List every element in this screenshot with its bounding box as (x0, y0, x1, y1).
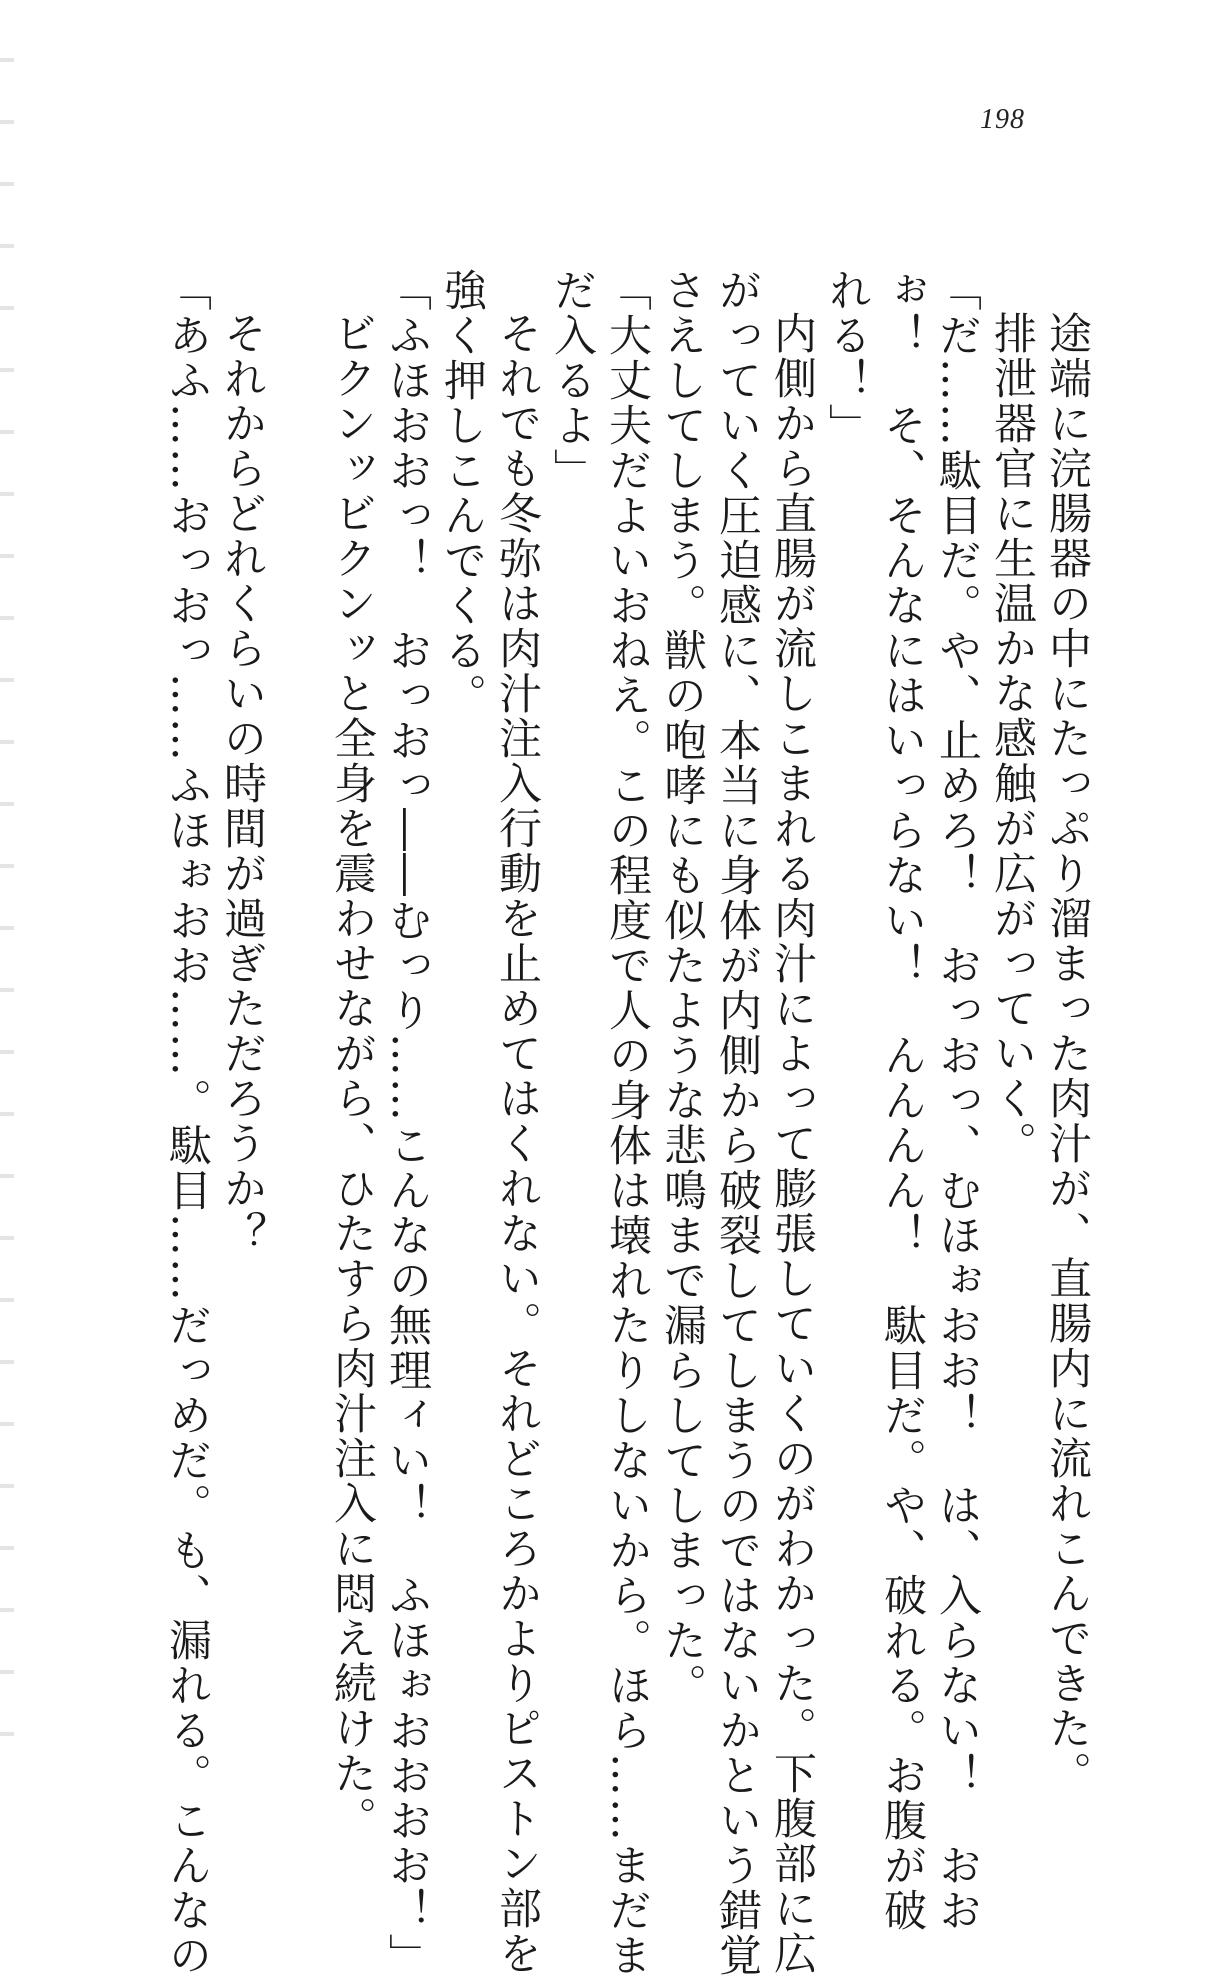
text-line: ビクンッビクンッと全身を震わせながら、ひたすら肉汁注入に悶え続けた。 (327, 311, 377, 1841)
text-line: がっていく圧迫感に、本当に身体が内側から破裂してしまうのではないかという錯覚 (712, 268, 762, 1978)
text-line: 「ふほおおっ！ おっおっ――むっり……こんなの無理ィい！ ふほぉおおおお！」 (382, 268, 432, 1978)
text-line: 途端に浣腸器の中にたっぷり溜まった肉汁が、直腸内に流れこんできた。 (1042, 311, 1092, 1796)
text-line: 強く押しこんでくる。 (437, 268, 487, 718)
text-line: それからどれくらいの時間が過ぎただろうか？ (217, 311, 267, 1256)
text-line: ぉ！ そ、そんなにはいっらない！ んんんん！ 駄目だ。や、破れる。お腹が破 (877, 268, 927, 1933)
vertical-text-body (159, 268, 1094, 1978)
text-line: れる！」 (822, 268, 872, 448)
text-line: それでも冬弥は肉汁注入行動を止めてはくれない。それどころかよりピストン部を (492, 311, 542, 1976)
text-line: 排泄器官に生温かな感触が広がっていく。 (987, 311, 1037, 1166)
text-line: だ入るよ」 (547, 268, 597, 493)
page-number: 198 (980, 104, 1025, 135)
text-line: 内側から直腸が流しこまれる肉汁によって膨張していくのがわかった。下腹部に広 (767, 311, 817, 1976)
text-line: 「だ……駄目だ。や、止めろ！ おっおっ、むほぉおお！ は、入らない！ おお (932, 268, 982, 1933)
text-line: さえしてしまう。獣の咆哮にも似たような悲鳴まで漏らしてしまった。 (657, 268, 707, 1708)
page-edge-scan-marks (0, 0, 14, 1764)
blank-line (269, 268, 324, 1668)
text-line: 「大丈夫だよいおねえ。この程度で人の身体は壊れたりしないから。ほら……まだま (602, 268, 652, 1978)
text-line: 「あふ……おっおっ……ふほぉおお……。駄目……だっめだ。も、漏れる。こんなの (162, 268, 212, 1978)
